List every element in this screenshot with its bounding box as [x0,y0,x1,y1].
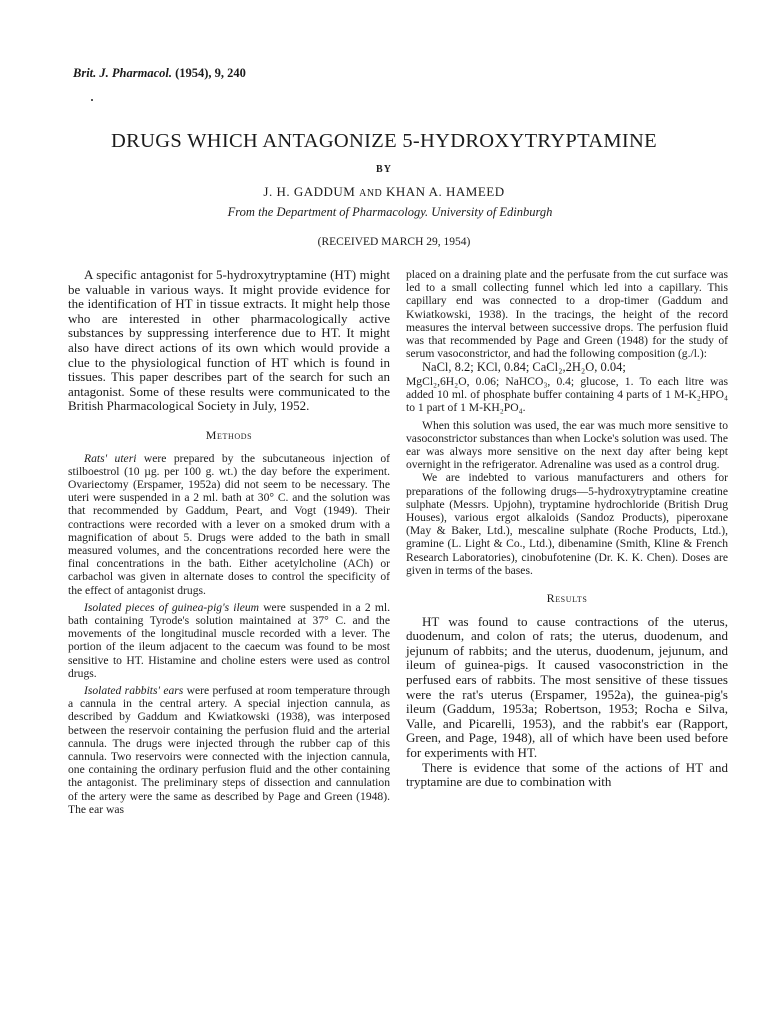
ileum-lead: Isolated pieces of guinea-pig's ileum [84,600,260,614]
rabbit-ears-body: were perfused at room temperature through a cannula in the central artery. A special injection cannula, as described by Gaddum and Kwiatkowski (1938), was interposed between the reservoir containing the perfusion fluid and the arterial cannula. The drugs were injected through the rubber cap of this cannula. Two reservoirs were connected with the injection cannula, one containing the ordinary perfusion fluid and the other containing the antagonist. The preliminary steps of dissection and cannulation of the artery were the same as described by Page and Green (1948). The ear was [68,683,390,816]
journal-name: Brit. J. Pharmacol. [73,66,172,80]
volume-info: (1954), 9, 240 [175,66,246,80]
methods-heading: Methods [205,427,253,442]
paper-title: DRUGS WHICH ANTAGONIZE 5-HYDROXYTRYPTAMINE [111,130,657,152]
byline-by: BY [376,164,392,175]
author-2: KHAN A. HAMEED [386,184,505,199]
ileum-paragraph [68,601,390,680]
indebted-paragraph: We are indebted to various manufacturers and others for preparations of the following drugs—5-hydroxytryptamine creatine sulphate (Messrs. Upjohn), tryptamine hydrochloride (British Drug Houses), various ergot alkaloids (Sandoz Products), piperoxane (May & Baker, Ltd.), mescaline sulphate (Roche Products, Ltd.), gramine (L. Light & Co., Ltd.), dibenamine (Smith, Kline & French Research Laboratories), cinobufotenine (Dr. K. K. Chen). Doses are given in terms of the bases. [406,471,728,577]
intro-paragraph: A specific antagonist for 5-hydroxytryptamine (HT) might be valuable in various ways. It might provide evidence for the identification of HT in tissue extracts. It might help those who are interested in other pharmacologically active substances by suppressing interference due to HT. It might also have direct actions of its own which would provide a clue to the physiological function of HT which is found in tissues. This paper describes part of the search for such an antagonist. Some of these results were communicated to the British Pharmacological Society in July, 1952. [68,267,390,414]
perfusion-paragraph: placed on a draining plate and the perfusate from the cut surface was led to a small collecting funnel which led into a capillary. This capillary end was connected to a drop-timer (Gaddum and Kwiatkowski, 1938). In the tracings, the height of the record measures the interval between successive drops. The perfusion fluid was that recommended by Page and Green (1948) for the study of serum vasoconstrictor, and had the following composition (g./l.): [406,268,728,361]
left-column [68,268,390,816]
ileum-body: were suspended in a 2 ml. bath containing Tyrode's solution maintained at 37° C. and the movements of the longitudinal muscle recorded with a lever. The portion of the ileum adjacent to the caecum was found to be most sensitive to HT. Histamine and choline esters were used as control drugs. [68,600,390,680]
rats-uteri-body: were prepared by the subcutaneous injection of stilboestrol (10 µg. per 100 g. wt.) the day before the experiment. Ovariectomy (Erspamer, 1952a) did not seem to be necessary. The uteri were suspended in a 2 ml. bath at 30° C. and the solution was that recommended by Gaddum, Peart, and Vogt (1949). Their contractions were recorded with a lever on a smoked drum with a magnification of about 5. Drugs were added to the bath in small measured volumes, and the concentrations recorded here were the final concentrations in the bath. Either acetylcholine (ACh) or carbachol was given in alternate doses to control the specificity of the effect of antagonist drugs. [68,451,391,597]
rats-uteri-lead: Rats' uteri [84,451,137,465]
results-paragraph-2: There is evidence that some of the actions of HT and tryptamine are due to combination with [406,759,728,790]
results-heading: Results [546,591,588,606]
right-column [406,268,728,790]
rabbit-ears-paragraph [68,684,390,816]
authors [0,184,768,200]
results-paragraph-1: HT was found to cause contractions of the uterus, duodenum, and colon of rats; the uterus, duodenum, and jejunum of rabbits; and the uterus, duodenum, jejunum, and ileum of guinea-pigs. It caused vasoconstriction in the perfused ears of rabbits. The most sensitive of these tissues were the rat's uterus (Erspamer, 1952a), the guinea-pig's ileum (Gaddum, 1953a; Robertson, 1953; Rocha e Silva, Valle, and Picarelli, 1953), and the rabbit's ear (Rapport, Green, and Page, 1948), all of which have been used before for experiments with HT. [406,613,728,760]
print-speck [91,99,93,101]
authors-and: AND [359,188,383,199]
formula-line-1: NaCl, 8.2; KCl, 0.84; CaCl₂,2H₂O, 0.04; [422,360,626,375]
journal-citation [73,66,246,81]
rabbit-ears-lead: Isolated rabbits' ears [84,683,184,697]
author-1: J. H. GADDUM [263,184,356,199]
received-date: (RECEIVED MARCH 29, 1954) [317,236,471,248]
locke-paragraph: When this solution was used, the ear was much more sensitive to vasoconstrictor substances than when Locke's solution was used. The ear was always more sensitive on the next day after being kept overnight in the refrigerator. Adrenaline was used as a control drug. [406,418,728,472]
formula-line-2: MgCl₂,6H₂O, 0.06; NaHCO₃, 0.4; glucose, 1. To each litre was added 10 ml. of phosphate buffer containing 4 parts of 1 M-K₂HPO₄ to 1 part of 1 M-KH₂PO₄. [406,375,728,415]
affiliation: From the Department of Pharmacology. University of Edinburgh [227,205,553,219]
rats-uteri-paragraph [68,452,390,597]
